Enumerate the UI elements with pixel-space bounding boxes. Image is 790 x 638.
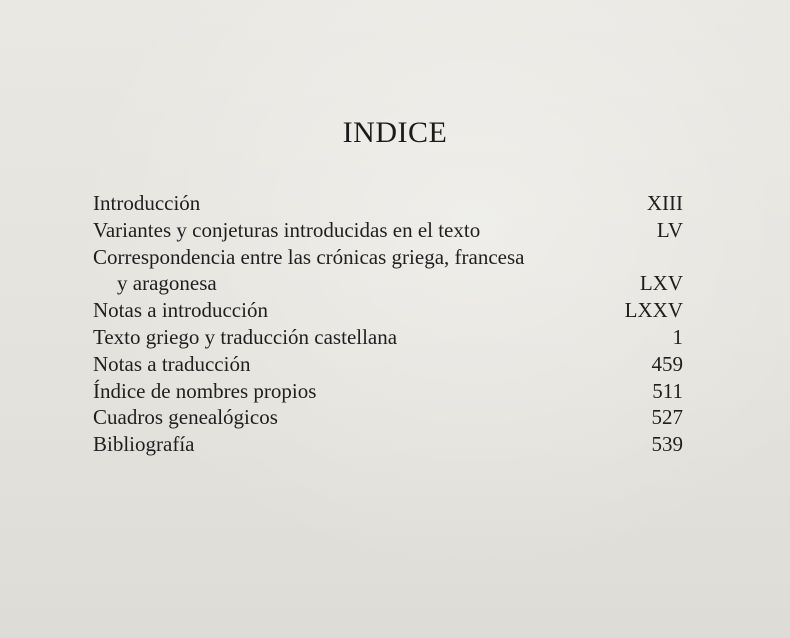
- toc-entry-page: 511: [652, 378, 683, 403]
- toc-entry-page: XIII: [646, 191, 683, 215]
- toc-entry-correspondencia: [93, 244, 683, 271]
- toc-entry-page: 459: [651, 351, 683, 376]
- toc-entry-texto-griego: [93, 324, 683, 351]
- toc-entry-page: 527: [651, 405, 683, 430]
- toc-entry-page: 539: [651, 432, 683, 457]
- toc-entry-label: Notas a traducción: [93, 351, 251, 376]
- toc-entry-indice-nombres: [93, 378, 683, 405]
- toc-entry-label: Introducción: [93, 191, 201, 215]
- toc-entry-page: LXXV: [624, 298, 683, 323]
- toc-entry-correspondencia-continued: [93, 270, 683, 297]
- toc-entry-label: Variantes y conjeturas introducidas en el texto: [93, 217, 481, 242]
- table-of-contents: [93, 190, 683, 458]
- toc-entry-notas-introduccion: [93, 297, 683, 324]
- toc-entry-label: Correspondencia entre las crónicas griega, francesa: [93, 244, 525, 269]
- toc-entry-page: LV: [656, 217, 683, 242]
- toc-entry-introduccion: [93, 190, 683, 217]
- toc-entry-label: y aragonesa: [117, 271, 217, 296]
- toc-entry-label: Índice de nombres propios: [93, 378, 317, 403]
- toc-entry-cuadros: [93, 404, 683, 431]
- toc-entry-label: Cuadros genealógicos: [93, 405, 278, 430]
- toc-entry-notas-traduccion: [93, 351, 683, 378]
- toc-entry-variantes: [93, 217, 683, 244]
- toc-entry-label: Notas a introducción: [93, 298, 268, 323]
- toc-entry-bibliografia: [93, 431, 683, 458]
- toc-entry-label: Bibliografía: [93, 432, 195, 457]
- toc-entry-page: LXV: [639, 271, 683, 296]
- toc-entry-label: Texto griego y traducción castellana: [93, 324, 398, 349]
- toc-entry-page: 1: [672, 324, 683, 349]
- page-title: INDICE: [342, 116, 448, 149]
